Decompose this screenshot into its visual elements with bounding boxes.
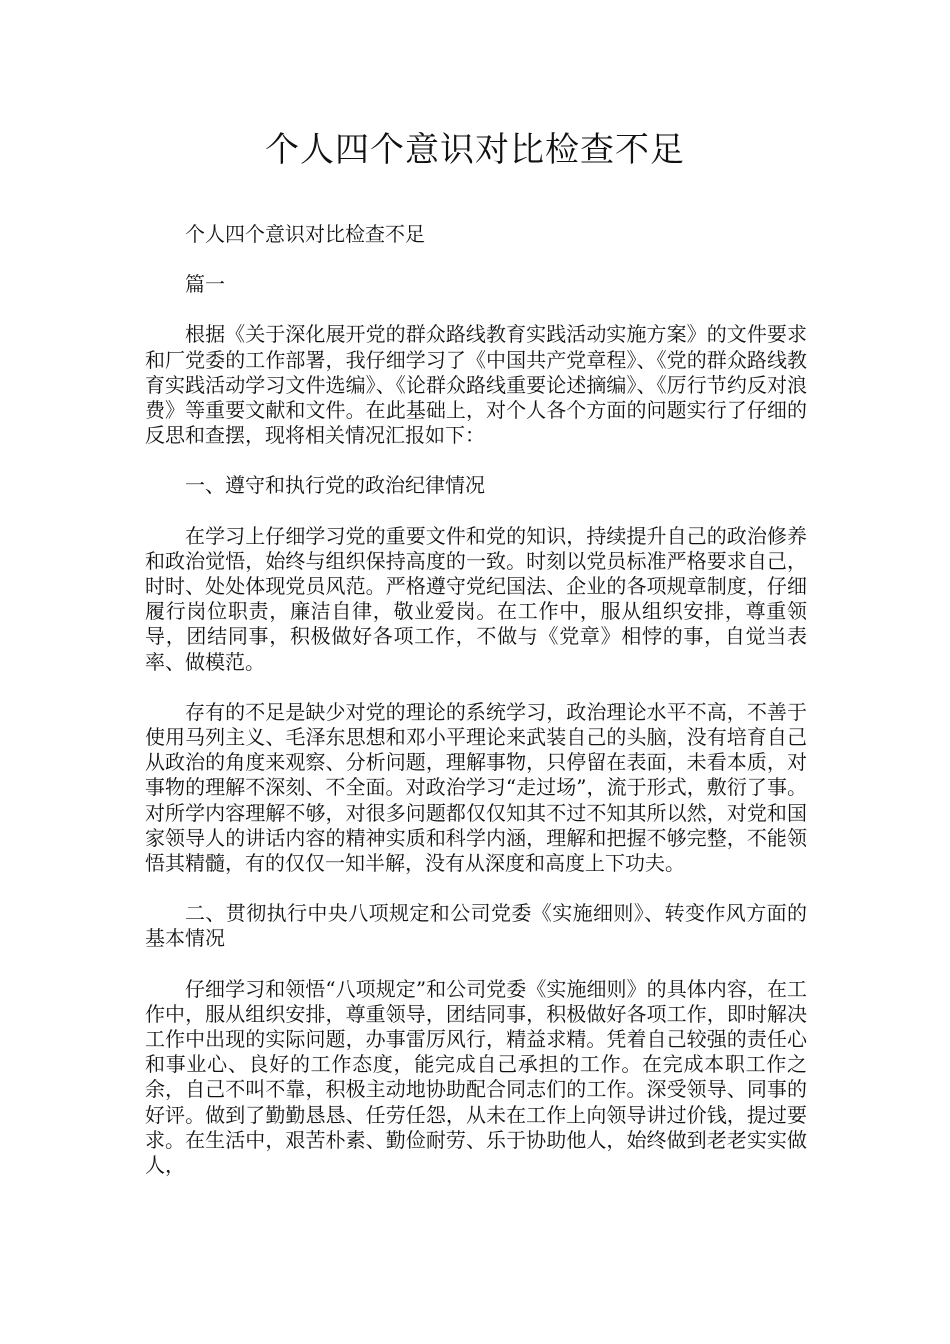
study-paragraph: 在学习上仔细学习党的重要文件和党的知识，持续提升自己的政治修养和政治觉悟，始终与组织保持高度的一致。时刻以党员标准严格要求自己，时时、处处体现党员风范。严格遵守党纪国法、企业的各项规章制度，仔细履行岗位职责，廉洁自律，敬业爱岗。在工作中，服从组织安排，尊重领导，团结同事，积极做好各项工作，不做与《党章》相悖的事，自觉当表率、做模范。 (145, 523, 807, 674)
shortcomings-paragraph: 存有的不足是缺少对党的理论的系统学习，政治理论水平不高，不善于使用马列主义、毛泽东思想和邓小平理论来武装自己的头脑，没有培育自己从政治的角度来观察、分析问题，理解事物，只停留在表面，未看本质，对事物的理解不深刻、不全面。对政治学习“走过场”，流于形式，敷衍了事。对所学内容理解不够，对很多问题都仅仅知其不过不知其所以然，对党和国家领导人的讲话内容的精神实质和科学内涵，理解和把握不够完整，不能领悟其精髓，有的仅仅一知半解，没有从深度和高度上下功夫。 (145, 699, 807, 876)
heading-two-paragraph: 二、贯彻执行中央八项规定和公司党委《实施细则》、转变作风方面的基本情况 (145, 901, 807, 951)
document-body (145, 222, 807, 1202)
document-title: 个人四个意识对比检查不足 (265, 130, 685, 170)
implementation-paragraph: 仔细学习和领悟“八项规定”和公司党委《实施细则》的具体内容，在工作中，服从组织安排，尊重领导，团结同事，积极做好各项工作，即时解决工作中出现的实际问题，办事雷厉风行，精益求精。凭着自己较强的责任心和事业心、良好的工作态度，能完成自己承担的工作。在完成本职工作之余，自己不叫不靠，积极主动地协助配合同志们的工作。深受领导、同事的好评。做到了勤勤恳恳、任劳任怨，从未在工作上向领导讲过价钱，提过要求。在生活中，艰苦朴素、勤俭耐劳、乐于协助他人，始终做到老老实实做人， (145, 976, 807, 1178)
intro-paragraph: 根据《关于深化展开党的群众路线教育实践活动实施方案》的文件要求和厂党委的工作部署，我仔细学习了《中国共产党章程》、《党的群众路线教育实践活动学习文件选编》、《论群众路线重要论述摘编》、《厉行节约反对浪费》等重要文献和文件。在此基础上，对个人各个方面的问题实行了仔细的反思和查摆，现将相关情况汇报如下： (145, 322, 807, 448)
subtitle-paragraph: 个人四个意识对比检查不足 (185, 222, 425, 246)
heading-one-paragraph: 一、遵守和执行党的政治纪律情况 (185, 473, 485, 498)
section-label-paragraph: 篇一 (185, 272, 225, 297)
